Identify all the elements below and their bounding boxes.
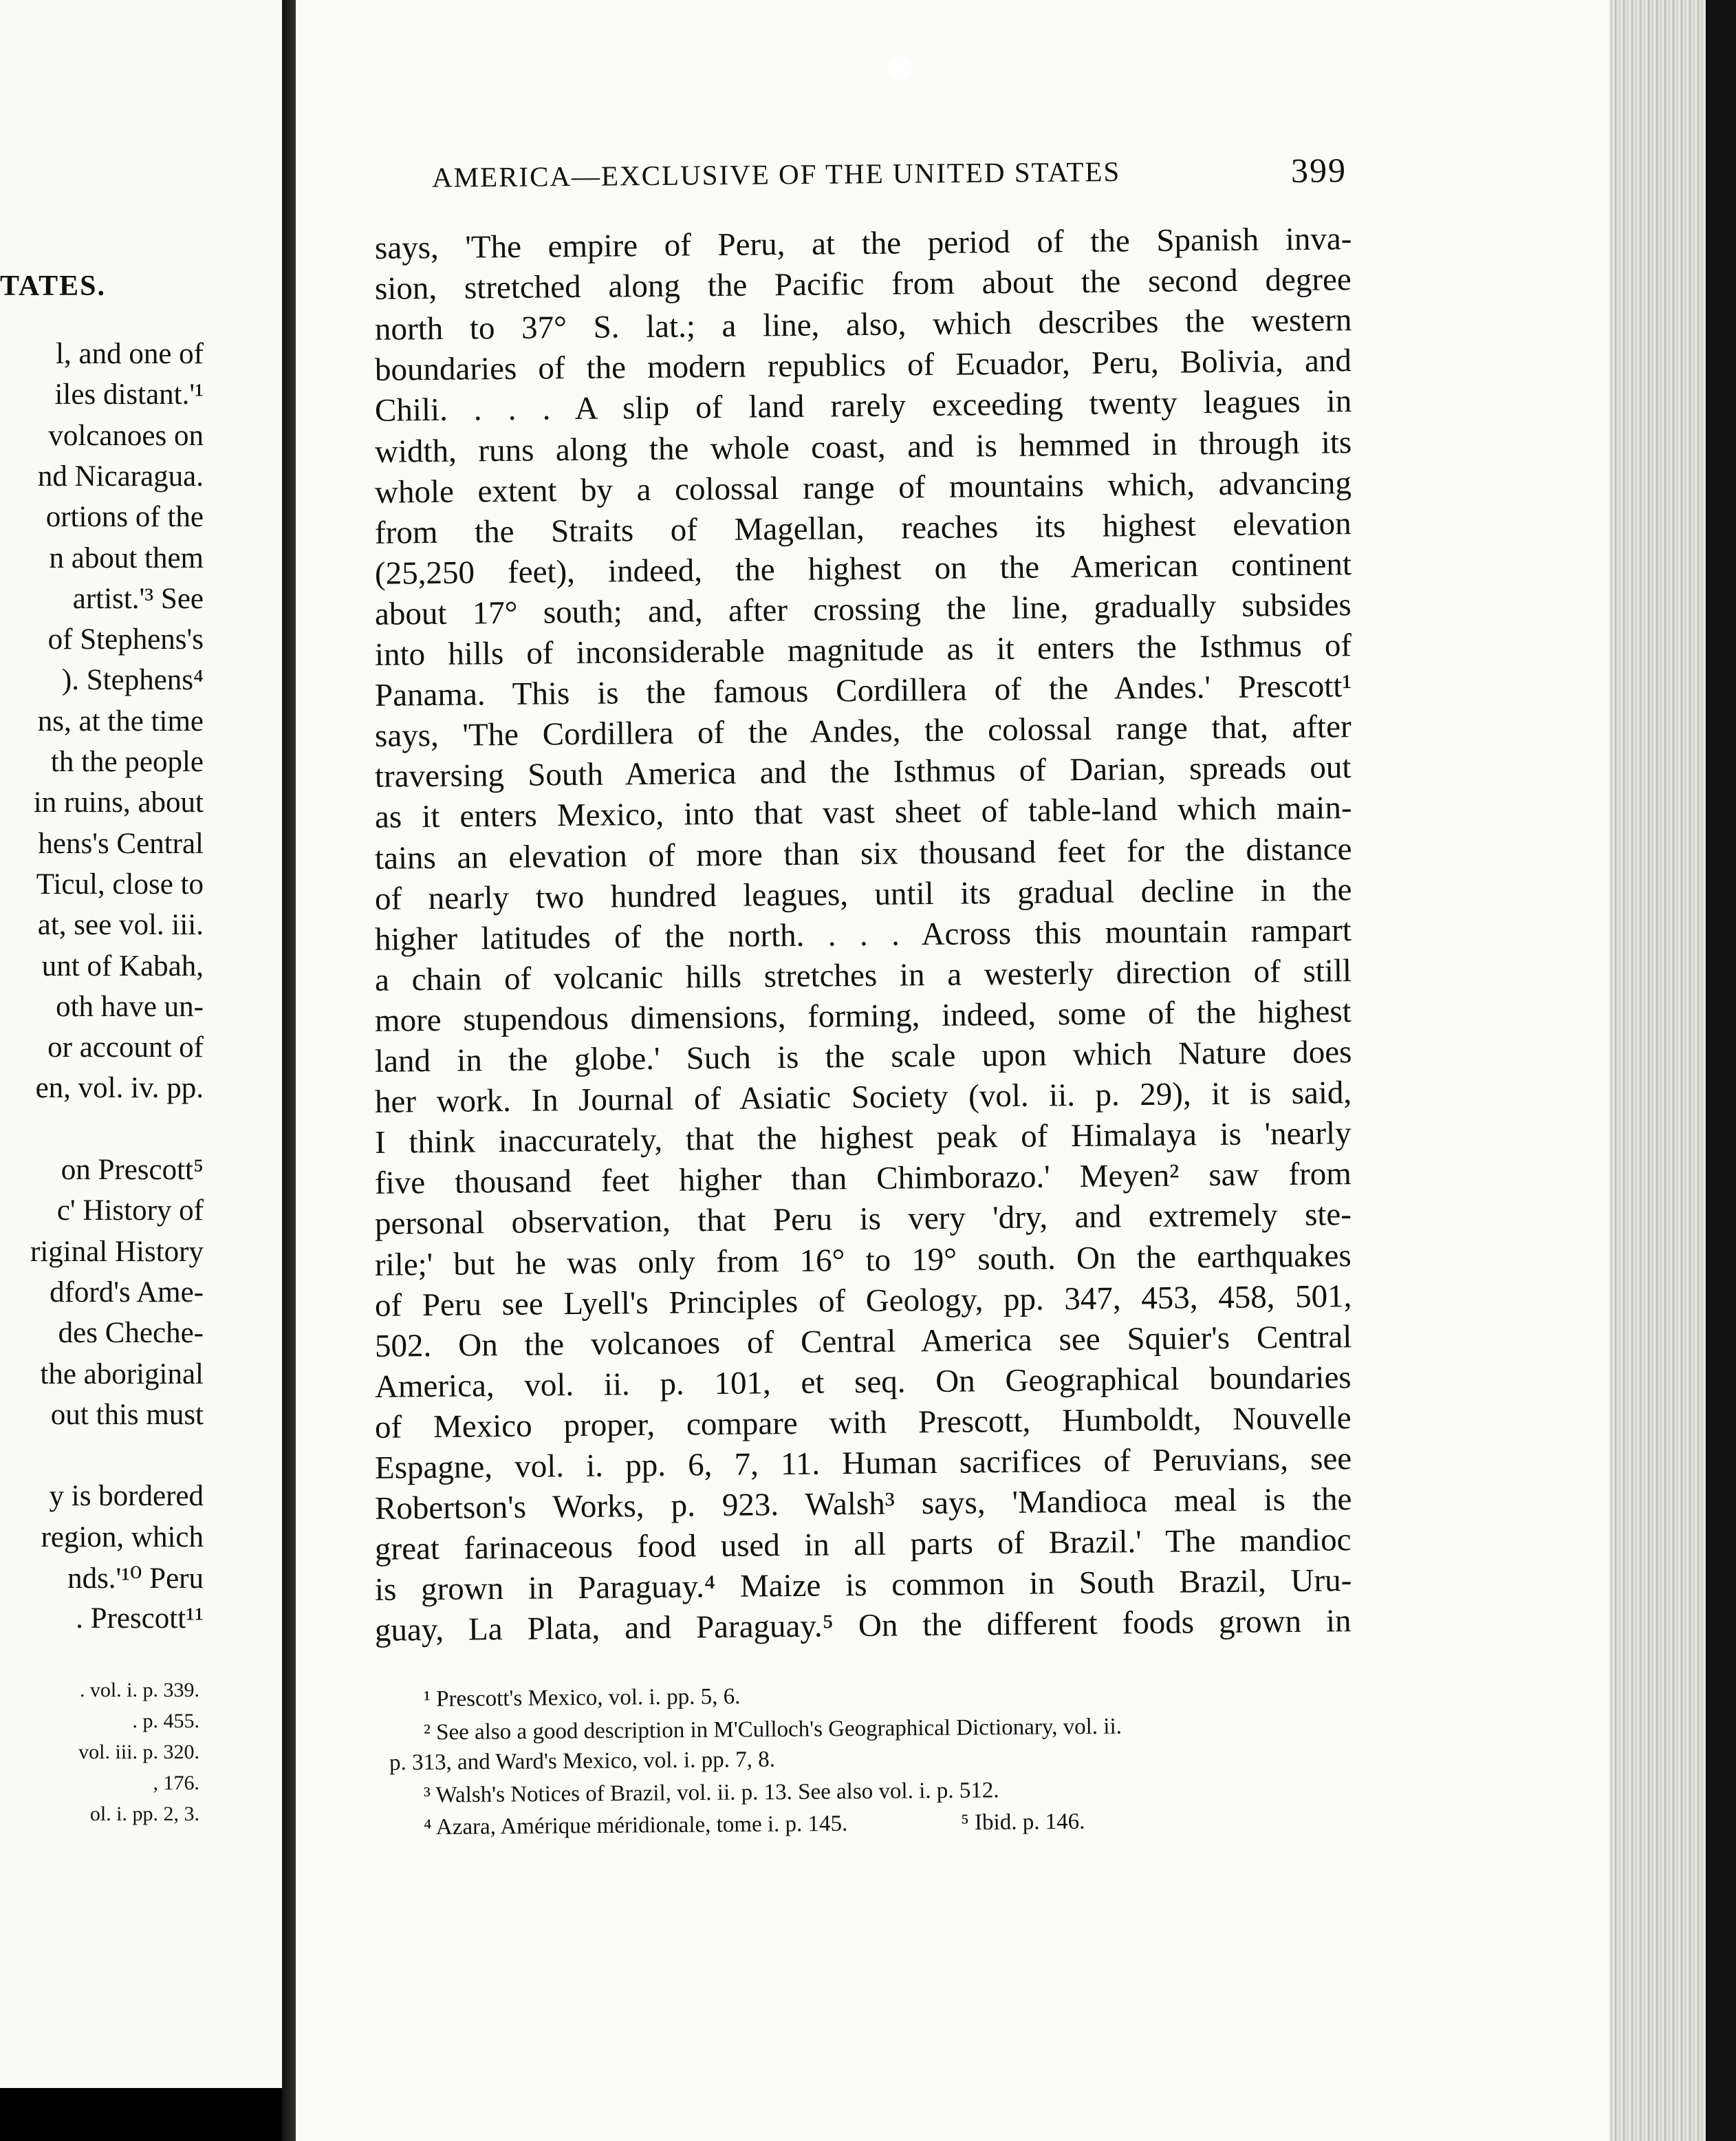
- body-line: her work. In Journal of Asiatic Society (vol. ii. p. 29), it is said,: [374, 1075, 1352, 1120]
- left-page-line: y is bordered: [49, 1480, 204, 1513]
- left-page-line: riginal History: [30, 1235, 204, 1268]
- body-line: Espagne, vol. i. pp. 6, 7, 11. Human sacrifices of Peruvians, see: [374, 1441, 1352, 1486]
- left-page-line: oth have un-: [56, 990, 204, 1023]
- body-line: sion, stretched along the Pacific from about the second degree: [374, 261, 1352, 307]
- left-page-line: volcanoes on: [48, 419, 204, 452]
- left-page-line: ns, at the time: [37, 704, 204, 738]
- left-page-footnote: . vol. i. p. 339.: [79, 1679, 199, 1701]
- footnote-line: ³ Walsh's Notices of Brazil, vol. ii. p. 13. See also vol. i. p. 512.: [423, 1778, 999, 1808]
- paper-speck: [887, 56, 912, 80]
- body-line: great farinaceous food used in all parts of Brazil.' The mandioc: [374, 1522, 1352, 1567]
- left-page-line: . Prescott¹¹: [76, 1602, 204, 1635]
- body-line: I think inaccurately, that the highest peak of Himalaya is 'nearly: [374, 1115, 1352, 1161]
- body-line: from the Straits of Magellan, reaches its highest elevation: [374, 505, 1352, 551]
- body-line: personal observation, that Peru is very 'dry, and extremely ste-: [374, 1196, 1352, 1242]
- left-page-line: artist.'³ See: [72, 582, 204, 615]
- left-page-line: hens's Central: [38, 827, 204, 860]
- left-page-line: ortions of the: [45, 501, 204, 534]
- page-edges: [1609, 0, 1736, 2141]
- footnote-line: ⁴ Azara, Amérique méridionale, tome i. p. 145. ⁵ Ibid. p. 146.: [423, 1809, 1085, 1840]
- body-line: America, vol. ii. p. 101, et seq. On Geographical boundaries: [374, 1359, 1352, 1405]
- body-line: whole extent by a colossal range of mountains which, advancing: [374, 464, 1352, 510]
- left-page-line: out this must: [50, 1398, 204, 1431]
- left-page-line: iles distant.'¹: [54, 378, 204, 411]
- page-number: 399: [1290, 151, 1347, 190]
- left-page-line: or account of: [47, 1031, 204, 1064]
- body-line: five thousand feet higher than Chimborazo.' Meyen² saw from: [374, 1156, 1352, 1202]
- left-page-line: at, see vol. iii.: [37, 909, 204, 942]
- body-line: rile;' but he was only from 16° to 19° south. On the earthquakes: [374, 1237, 1352, 1283]
- body-line: Robertson's Works, p. 923. Walsh³ says, 'Mandioca meal is the: [374, 1481, 1352, 1527]
- left-page-line: on Prescott⁵: [61, 1154, 204, 1186]
- body-line: north to 37° S. lat.; a line, also, which describes the western: [374, 302, 1352, 348]
- left-page-line: of Stephens's: [47, 623, 204, 656]
- left-page-line: nd Nicaragua.: [37, 460, 204, 493]
- body-line: Chili. . . . A slip of land rarely exceeding twenty leagues in: [374, 383, 1352, 429]
- left-page-line: unt of Kabah,: [41, 949, 204, 982]
- body-line: into hills of inconsiderable magnitude as it enters the Isthmus of: [374, 627, 1352, 673]
- body-line: of Peru see Lyell's Principles of Geology, pp. 347, 453, 458, 501,: [374, 1278, 1352, 1324]
- footnote-line: ¹ Prescott's Mexico, vol. i. pp. 5, 6.: [423, 1683, 741, 1712]
- body-line: guay, La Plata, and Paraguay.⁵ On the different foods grown in: [374, 1603, 1352, 1649]
- left-page-fragment: [0, 0, 282, 2088]
- left-page-footnote: . p. 455.: [132, 1710, 199, 1732]
- body-line: as it enters Mexico, into that vast sheet of table-land which main-: [374, 790, 1352, 836]
- left-page-line: n about them: [49, 541, 204, 574]
- body-line: says, 'The Cordillera of the Andes, the colossal range that, after: [374, 709, 1352, 754]
- left-page-line: en, vol. iv. pp.: [35, 1072, 204, 1105]
- body-line: says, 'The empire of Peru, at the period of the Spanish inva-: [374, 221, 1352, 266]
- body-line: of Mexico proper, compare with Prescott, Humboldt, Nouvelle: [374, 1400, 1352, 1445]
- body-line: is grown in Paraguay.⁴ Maize is common in South Brazil, Uru-: [374, 1562, 1352, 1609]
- left-page-line: l, and one of: [56, 338, 204, 370]
- left-page-footnote: vol. iii. p. 320.: [78, 1741, 199, 1763]
- body-line: 502. On the volcanoes of Central America see Squier's Central: [374, 1318, 1352, 1364]
- left-page-header: TATES.: [0, 270, 106, 302]
- left-page-line: in ruins, about: [33, 786, 204, 819]
- body-line: Panama. This is the famous Cordillera of the Andes.' Prescott¹: [374, 668, 1352, 713]
- left-page-line: c' History of: [56, 1194, 204, 1227]
- left-page-line: des Cheche-: [58, 1317, 204, 1350]
- body-line: boundaries of the modern republics of Ecuador, Peru, Bolivia, and: [374, 343, 1352, 389]
- body-line: traversing South America and the Isthmus of Darian, spreads out: [374, 749, 1352, 795]
- left-page-line: Ticul, close to: [36, 868, 204, 901]
- left-page-line: dford's Ame-: [50, 1276, 204, 1309]
- body-line: tains an elevation of more than six thousand feet for the distance: [374, 830, 1352, 876]
- left-page-line: th the people: [50, 746, 204, 778]
- body-line: a chain of volcanic hills stretches in a westerly direction of still: [374, 952, 1352, 998]
- body-line: width, runs along the whole coast, and is hemmed in through its: [374, 424, 1352, 470]
- left-page-line: the aboriginal: [40, 1357, 204, 1390]
- body-line: higher latitudes of the north. . . . Across this mountain rampart: [374, 912, 1352, 958]
- running-title: AMERICA—EXCLUSIVE OF THE UNITED STATES: [431, 155, 1121, 193]
- body-line: about 17° south; and, after crossing the line, gradually subsides: [374, 587, 1352, 632]
- left-page-line: ). Stephens⁴: [61, 664, 204, 697]
- body-line: more stupendous dimensions, forming, indeed, some of the highest: [374, 993, 1352, 1039]
- left-page-line: region, which: [41, 1520, 204, 1553]
- body-line: of nearly two hundred leagues, until its gradual decline in the: [374, 871, 1352, 917]
- left-page-footnote: , 176.: [153, 1772, 199, 1794]
- footnote-line: p. 313, and Ward's Mexico, vol. i. pp. 7, 8.: [389, 1747, 776, 1776]
- running-header: [432, 153, 1347, 202]
- left-page-footnote: ol. i. pp. 2, 3.: [89, 1803, 199, 1825]
- left-page-line: nds.'¹⁰ Peru: [67, 1562, 204, 1595]
- body-line: land in the globe.' Such is the scale upon which Nature does: [374, 1034, 1352, 1079]
- body-line: (25,250 feet), indeed, the highest on the American continent: [374, 546, 1352, 592]
- book-gutter: [282, 0, 296, 2141]
- footnote-line: ² See also a good description in M'Culloch's Geographical Dictionary, vol. ii.: [423, 1714, 1122, 1745]
